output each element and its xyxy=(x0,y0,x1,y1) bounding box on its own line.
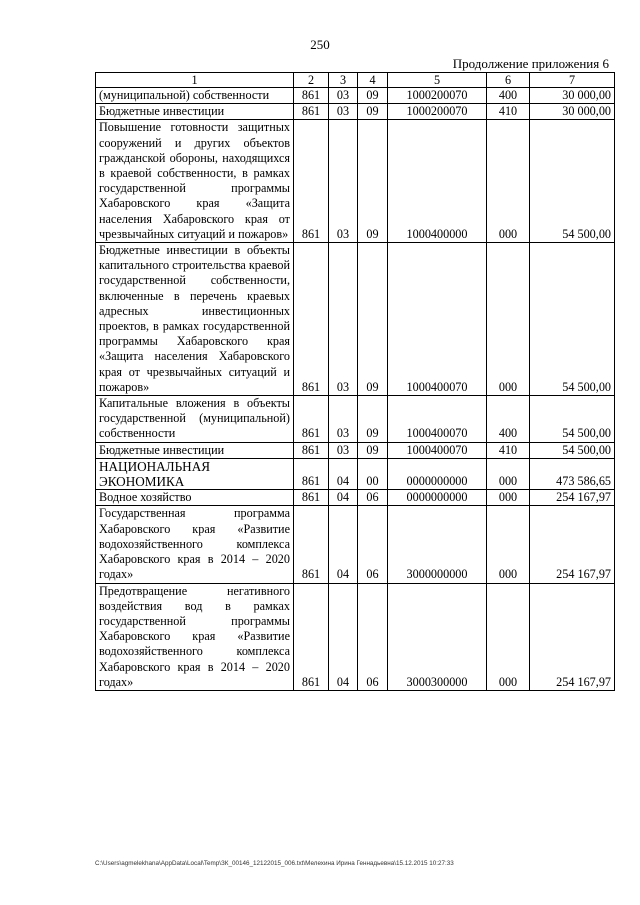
row-expense-type-code: 400 xyxy=(487,396,530,443)
row-expense-type-code: 000 xyxy=(487,120,530,243)
row-subsection-code: 06 xyxy=(358,583,388,690)
table-row xyxy=(96,583,615,690)
row-subsection-code: 00 xyxy=(358,458,388,489)
table-row xyxy=(96,490,615,506)
row-expense-type-code: 000 xyxy=(487,506,530,583)
row-section-code: 03 xyxy=(329,442,358,458)
row-ministry-code: 861 xyxy=(294,490,329,506)
row-amount: 254 167,97 xyxy=(530,506,615,583)
row-name: Капитальные вложения в объекты государственной (муниципальной) собственности xyxy=(96,396,294,443)
row-subsection-code: 06 xyxy=(358,506,388,583)
row-section-code: 04 xyxy=(329,458,358,489)
row-target-code: 1000400070 xyxy=(388,442,487,458)
row-ministry-code: 861 xyxy=(294,583,329,690)
row-name: Водное хозяйство xyxy=(96,490,294,506)
row-section-code: 03 xyxy=(329,120,358,243)
budget-table xyxy=(95,72,615,691)
row-name: Бюджетные инвестиции xyxy=(96,442,294,458)
row-ministry-code: 861 xyxy=(294,243,329,396)
row-target-code: 1000200070 xyxy=(388,88,487,104)
row-subsection-code: 09 xyxy=(358,120,388,243)
page-number: 250 xyxy=(310,37,330,52)
row-section-code: 03 xyxy=(329,243,358,396)
row-amount: 54 500,00 xyxy=(530,243,615,396)
row-amount: 473 586,65 xyxy=(530,458,615,489)
table-row xyxy=(96,120,615,243)
row-subsection-code: 09 xyxy=(358,104,388,120)
row-target-code: 0000000000 xyxy=(388,458,487,489)
row-section-code: 04 xyxy=(329,583,358,690)
file-path-footer: C:\Users\agmelekhana\AppData\Local\Temp\ЗК_00146_12122015_006.txt\Мелехина Ирина Геннадьевна\15.12.2015 10:27:33 xyxy=(95,860,454,867)
row-subsection-code: 09 xyxy=(358,396,388,443)
row-expense-type-code: 000 xyxy=(487,243,530,396)
row-section-code: 03 xyxy=(329,88,358,104)
row-expense-type-code: 000 xyxy=(487,490,530,506)
row-target-code: 1000400070 xyxy=(388,396,487,443)
header-col-7: 7 xyxy=(530,73,615,88)
row-target-code: 1000400070 xyxy=(388,243,487,396)
table-row xyxy=(96,243,615,396)
row-expense-type-code: 410 xyxy=(487,104,530,120)
row-name: Государственная программа Хабаровского края «Развитие водохозяйственного комплекса Хабаровского края в 2014 – 2020 годах» xyxy=(96,506,294,583)
row-target-code: 1000400000 xyxy=(388,120,487,243)
row-ministry-code: 861 xyxy=(294,88,329,104)
header-col-5: 5 xyxy=(388,73,487,88)
row-amount: 54 500,00 xyxy=(530,120,615,243)
row-amount: 54 500,00 xyxy=(530,442,615,458)
row-target-code: 3000000000 xyxy=(388,506,487,583)
row-amount: 30 000,00 xyxy=(530,104,615,120)
table-row xyxy=(96,88,615,104)
row-subsection-code: 09 xyxy=(358,442,388,458)
row-subsection-code: 06 xyxy=(358,490,388,506)
header-col-2: 2 xyxy=(294,73,329,88)
row-section-code: 03 xyxy=(329,104,358,120)
row-amount: 54 500,00 xyxy=(530,396,615,443)
table-header-row xyxy=(96,73,615,88)
header-col-3: 3 xyxy=(329,73,358,88)
row-ministry-code: 861 xyxy=(294,458,329,489)
row-subsection-code: 09 xyxy=(358,243,388,396)
table-row xyxy=(96,506,615,583)
table-row xyxy=(96,104,615,120)
row-subsection-code: 09 xyxy=(358,88,388,104)
header-col-1: 1 xyxy=(96,73,294,88)
row-expense-type-code: 400 xyxy=(487,88,530,104)
row-target-code: 3000300000 xyxy=(388,583,487,690)
row-ministry-code: 861 xyxy=(294,396,329,443)
header-col-4: 4 xyxy=(358,73,388,88)
row-target-code: 1000200070 xyxy=(388,104,487,120)
row-name: Бюджетные инвестиции в объекты капитального строительства краевой государственной собственности, включенные в перечень краевых адресных инвестиционных проектов, в рамках государственной программы Хабаровского края «Защита населения Хабаровского края от чрезвычайных ситуаций и пожаров» xyxy=(96,243,294,396)
row-amount: 254 167,97 xyxy=(530,583,615,690)
row-ministry-code: 861 xyxy=(294,506,329,583)
row-name: Повышение готовности защитных сооружений и других объектов гражданской обороны, находящихся в краевой собственности, в рамках государственной программы Хабаровского края «Защита населения Хабаровского края от чрезвычайных ситуаций и пожаров» xyxy=(96,120,294,243)
row-amount: 254 167,97 xyxy=(530,490,615,506)
row-target-code: 0000000000 xyxy=(388,490,487,506)
row-section-code: 03 xyxy=(329,396,358,443)
row-name: НАЦИОНАЛЬНАЯ ЭКОНОМИКА xyxy=(96,458,294,489)
row-expense-type-code: 000 xyxy=(487,583,530,690)
row-ministry-code: 861 xyxy=(294,442,329,458)
row-section-code: 04 xyxy=(329,506,358,583)
row-section-code: 04 xyxy=(329,490,358,506)
row-amount: 30 000,00 xyxy=(530,88,615,104)
row-name: Бюджетные инвестиции xyxy=(96,104,294,120)
header-col-6: 6 xyxy=(487,73,530,88)
table-row xyxy=(96,442,615,458)
row-ministry-code: 861 xyxy=(294,120,329,243)
row-ministry-code: 861 xyxy=(294,104,329,120)
table-row xyxy=(96,396,615,443)
row-expense-type-code: 410 xyxy=(487,442,530,458)
row-name: Предотвращение негативного воздействия вод в рамках государственной программы Хабаровского края «Развитие водохозяйственного комплекса Хабаровского края в 2014 – 2020 годах» xyxy=(96,583,294,690)
row-expense-type-code: 000 xyxy=(487,458,530,489)
table-row xyxy=(96,458,615,489)
row-name: (муниципальной) собственности xyxy=(96,88,294,104)
appendix-continuation-label: Продолжение приложения 6 xyxy=(452,56,609,71)
